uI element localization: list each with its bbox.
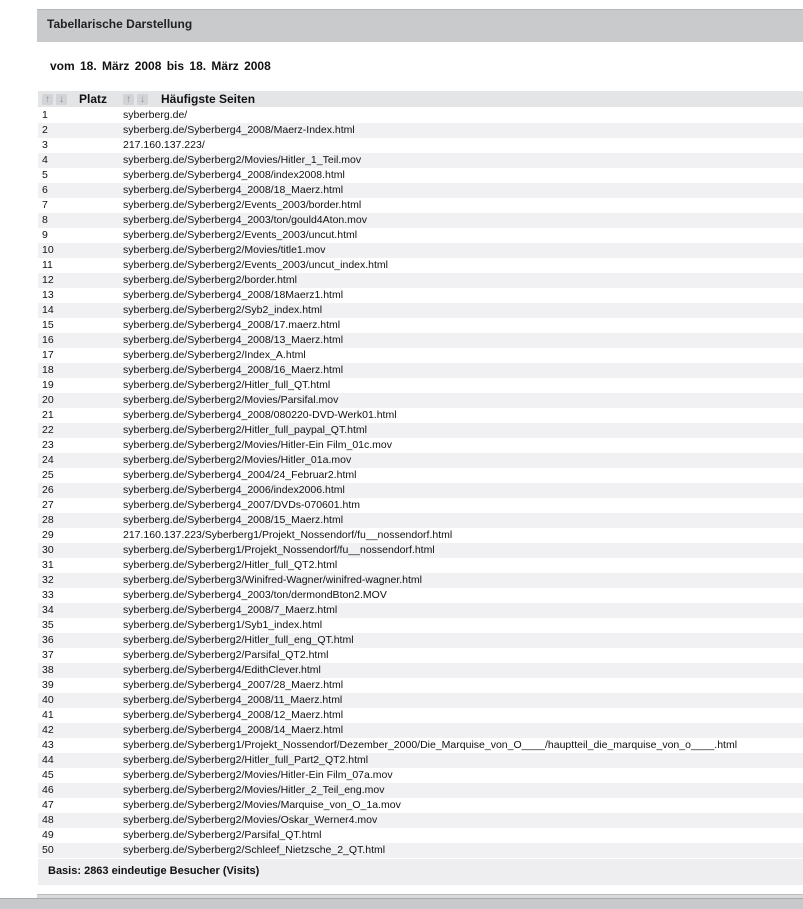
row-page: syberberg.de/Syberberg1/Syb1_index.html [123,619,323,631]
row-page: syberberg.de/Syberberg2/Movies/Oskar_Werner4.mov [123,814,378,826]
table-row [38,798,803,813]
table-row [38,663,803,678]
row-rank: 17 [42,349,54,361]
row-page: syberberg.de/Syberberg1/Projekt_Nossendorf/fu__nossendorf.html [123,544,435,556]
table-row [38,213,803,228]
table-row [38,228,803,243]
table-row [38,693,803,708]
row-rank: 41 [42,709,54,721]
table-footer [38,859,803,885]
row-page: syberberg.de/Syberberg2/Index_A.html [123,349,306,361]
left-margin [0,0,37,898]
row-page: syberberg.de/Syberberg4_2008/16_Maerz.html [123,364,344,376]
row-page: syberberg.de/Syberberg2/Events_2003/uncut.html [123,229,358,241]
table-row [38,678,803,693]
row-rank: 1 [42,109,48,121]
row-page: syberberg.de/Syberberg2/Parsifal_QT.html [123,829,322,841]
table-body [38,108,803,858]
table-row [38,558,803,573]
table-row [38,708,803,723]
row-page: 217.160.137.223/ [123,139,205,151]
column-header-page[interactable]: Häufigste Seiten [161,92,256,106]
table-row [38,723,803,738]
row-rank: 19 [42,379,54,391]
sort-ascending-icon[interactable]: ↑ [123,94,134,105]
row-page: syberberg.de/Syberberg2/Movies/title1.mov [123,244,326,256]
row-page: syberberg.de/Syberberg2/Schleef_Nietzsche_2_QT.html [123,844,386,856]
table-row [38,168,803,183]
table-row [38,618,803,633]
row-rank: 32 [42,574,54,586]
table-row [38,483,803,498]
row-rank: 37 [42,649,54,661]
table-row [38,108,803,123]
table-row [38,468,803,483]
row-rank: 25 [42,469,54,481]
row-page: syberberg.de/Syberberg4_2008/index2008.html [123,169,345,181]
panel-content [37,42,803,895]
row-rank: 6 [42,184,48,196]
table-row [38,738,803,753]
row-rank: 46 [42,784,54,796]
row-page: syberberg.de/Syberberg2/Events_2003/uncut_index.html [123,259,389,271]
table-row [38,408,803,423]
row-rank: 39 [42,679,54,691]
table-row [38,573,803,588]
table-row [38,783,803,798]
row-rank: 9 [42,229,48,241]
table-row [38,303,803,318]
table-row [38,318,803,333]
row-rank: 30 [42,544,54,556]
table-row [38,423,803,438]
row-rank: 15 [42,319,54,331]
table-row [38,633,803,648]
table-row [38,363,803,378]
row-page: syberberg.de/Syberberg2/Hitler_full_paypal_QT.html [123,424,367,436]
row-rank: 36 [42,634,54,646]
row-rank: 12 [42,274,54,286]
row-rank: 14 [42,304,54,316]
row-page: syberberg.de/Syberberg2/Hitler_full_QT2.html [123,559,338,571]
row-rank: 28 [42,514,54,526]
table-row [38,333,803,348]
row-rank: 5 [42,169,48,181]
row-page: syberberg.de/Syberberg2/Parsifal_QT2.html [123,649,329,661]
row-page: syberberg.de/Syberberg4_2008/Maerz-Index.html [123,124,355,136]
row-rank: 4 [42,154,48,166]
row-rank: 29 [42,529,54,541]
table-row [38,828,803,843]
row-rank: 7 [42,199,48,211]
table-row [38,843,803,858]
row-rank: 11 [42,259,53,271]
page-sort-controls [123,93,151,105]
row-rank: 43 [42,739,54,751]
date-range: vom 18. März 2008 bis 18. März 2008 [50,59,271,73]
table-row [38,603,803,618]
table-row [38,243,803,258]
row-rank: 3 [42,139,48,151]
table-header [38,91,803,107]
row-page: syberberg.de/Syberberg4_2007/DVDs-070601.htm [123,499,360,511]
row-page: syberberg.de/Syberberg2/Movies/Hitler-Ein Film_07a.mov [123,769,393,781]
row-page: syberberg.de/Syberberg4_2004/24_Februar2.html [123,469,357,481]
row-page: syberberg.de/Syberberg1/Projekt_Nossendorf/Dezember_2000/Die_Marquise_von_O____/hauptteil_die_marquise_von_o____.html [123,739,738,751]
table-row [38,138,803,153]
row-page: syberberg.de/Syberberg4_2008/18Maerz1.html [123,289,344,301]
row-rank: 47 [42,799,54,811]
row-rank: 8 [42,214,48,226]
sort-descending-icon[interactable]: ↓ [56,94,67,105]
row-page: syberberg.de/Syberberg2/Movies/Hitler-Ein Film_01c.mov [123,439,393,451]
table-row [38,438,803,453]
row-rank: 23 [42,439,54,451]
table-row [38,273,803,288]
table-row [38,753,803,768]
row-page: syberberg.de/Syberberg2/Movies/Hitler_1_Teil.mov [123,154,362,166]
row-page: syberberg.de/Syberberg4_2006/index2006.html [123,484,345,496]
row-rank: 18 [42,364,54,376]
rank-sort-controls [42,93,70,105]
row-rank: 48 [42,814,54,826]
table-row [38,513,803,528]
row-rank: 22 [42,424,54,436]
row-page: syberberg.de/Syberberg2/Movies/Parsifal.mov [123,394,339,406]
sort-ascending-icon[interactable]: ↑ [42,94,53,105]
row-page: syberberg.de/Syberberg4_2003/ton/dermondBton2.MOV [123,589,387,601]
row-page: syberberg.de/Syberberg2/Syb2_index.html [123,304,323,316]
row-page: 217.160.137.223/Syberberg1/Projekt_Nossendorf/fu__nossendorf.html [123,529,453,541]
table-row [38,768,803,783]
row-page: syberberg.de/Syberberg4_2008/17.maerz.html [123,319,341,331]
table-row [38,348,803,363]
row-rank: 35 [42,619,54,631]
stats-panel [37,9,803,898]
row-page: syberberg.de/Syberberg4/EdithClever.html [123,664,321,676]
row-rank: 49 [42,829,54,841]
table-row [38,498,803,513]
basis-summary: Basis: 2863 eindeutige Besucher (Visits) [48,865,260,877]
row-rank: 44 [42,754,54,766]
row-rank: 10 [42,244,54,256]
row-page: syberberg.de/Syberberg2/Hitler_full_QT.html [123,379,331,391]
row-page: syberberg.de/Syberberg2/Events_2003/border.html [123,199,362,211]
row-rank: 40 [42,694,54,706]
table-row [38,288,803,303]
table-row [38,648,803,663]
table-row [38,153,803,168]
row-rank: 24 [42,454,54,466]
row-rank: 42 [42,724,54,736]
table-row [38,453,803,468]
row-page: syberberg.de/Syberberg4_2008/15_Maerz.html [123,514,344,526]
row-rank: 38 [42,664,54,676]
row-page: syberberg.de/Syberberg2/Movies/Hitler_2_Teil_eng.mov [123,784,385,796]
table-row [38,528,803,543]
row-page: syberberg.de/Syberberg2/Movies/Hitler_01a.mov [123,454,352,466]
table-row [38,378,803,393]
row-page: syberberg.de/Syberberg4_2008/7_Maerz.html [123,604,338,616]
panel-header [37,9,803,43]
sort-descending-icon[interactable]: ↓ [137,94,148,105]
table-row [38,393,803,408]
row-rank: 45 [42,769,54,781]
column-header-rank[interactable]: Platz [79,92,108,106]
row-rank: 50 [42,844,54,856]
table-row [38,813,803,828]
table-row [38,183,803,198]
row-page: syberberg.de/Syberberg4_2008/18_Maerz.html [123,184,344,196]
row-rank: 21 [42,409,54,421]
table-row [38,258,803,273]
row-page: syberberg.de/Syberberg2/Movies/Marquise_von_O_1a.mov [123,799,401,811]
row-page: syberberg.de/Syberberg2/Hitler_full_Part2_QT2.html [123,754,369,766]
row-rank: 26 [42,484,54,496]
table-row [38,123,803,138]
row-page: syberberg.de/Syberberg4_2008/14_Maerz.html [123,724,344,736]
row-page: syberberg.de/Syberberg3/Winifred-Wagner/winifred-wagner.html [123,574,422,586]
row-page: syberberg.de/Syberberg2/Hitler_full_eng_QT.html [123,634,354,646]
row-page: syberberg.de/Syberberg4_2007/28_Maerz.html [123,679,344,691]
row-page: syberberg.de/Syberberg2/border.html [123,274,297,286]
row-rank: 31 [42,559,54,571]
row-rank: 20 [42,394,54,406]
panel-title: Tabellarische Darstellung [47,17,193,31]
row-page: syberberg.de/Syberberg4_2008/13_Maerz.html [123,334,344,346]
row-page: syberberg.de/Syberberg4_2008/080220-DVD-Werk01.html [123,409,397,421]
row-rank: 27 [42,499,54,511]
window-bottom-bar [0,898,803,909]
row-rank: 2 [42,124,48,136]
row-page: syberberg.de/Syberberg4_2003/ton/gould4Aton.mov [123,214,368,226]
table-row [38,543,803,558]
row-page: syberberg.de/Syberberg4_2008/11_Maerz.html [123,694,343,706]
row-page: syberberg.de/ [123,109,188,121]
row-rank: 33 [42,589,54,601]
row-page: syberberg.de/Syberberg4_2008/12_Maerz.html [123,709,344,721]
row-rank: 34 [42,604,54,616]
table-row [38,198,803,213]
row-rank: 13 [42,289,54,301]
table-row [38,588,803,603]
row-rank: 16 [42,334,54,346]
